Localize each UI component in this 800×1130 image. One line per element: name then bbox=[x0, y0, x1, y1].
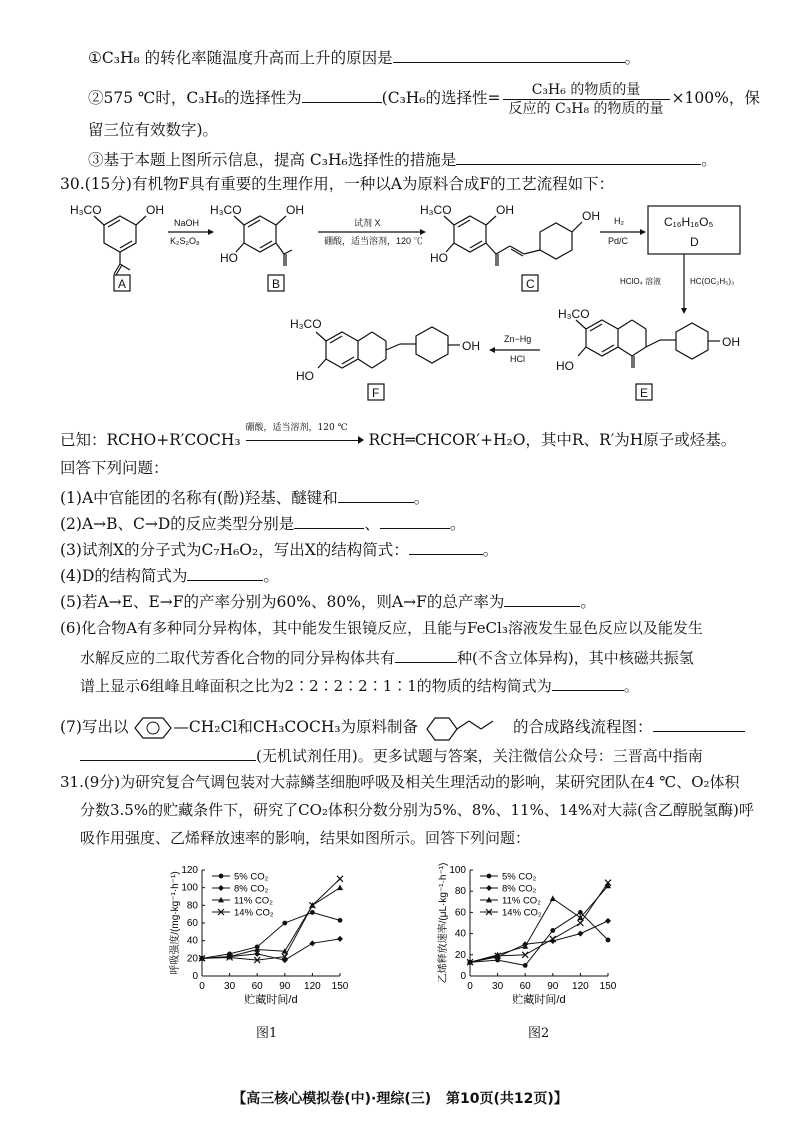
q29-line-4 bbox=[88, 148, 717, 170]
selectivity-fraction bbox=[503, 81, 670, 118]
answer-blank[interactable] bbox=[552, 674, 624, 691]
q30-sub1-text: (1)A中官能团的名称有(酚)羟基、醚键和 bbox=[60, 489, 338, 507]
q31-line-1 bbox=[60, 772, 740, 792]
y-tick-label: 80 bbox=[454, 886, 466, 898]
data-point bbox=[577, 931, 583, 937]
answer-blank[interactable] bbox=[393, 46, 625, 63]
q30-sub7-b bbox=[80, 744, 703, 766]
y-tick-label: 0 bbox=[192, 971, 198, 982]
known-arrow-condition: 硼酸，适当溶剂，120 ℃ bbox=[245, 423, 348, 433]
y-tick-label: 20 bbox=[186, 953, 198, 965]
answer-blank[interactable] bbox=[456, 148, 701, 165]
f-methoxy: H₃CO bbox=[290, 317, 322, 331]
a-methoxy: H₃CO bbox=[70, 203, 102, 217]
b-methoxy: H₃CO bbox=[210, 203, 242, 217]
known-products: RCH═CHCOR′+H₂O，其中R、R′为H原子或烃基。 bbox=[368, 431, 737, 449]
c-hydroxy-1: OH bbox=[496, 203, 514, 217]
e-hydroxy-2: OH bbox=[722, 335, 740, 349]
legend-label: 5% CO₂ bbox=[502, 871, 537, 883]
answer-blank[interactable] bbox=[187, 564, 263, 581]
label-e: E bbox=[640, 386, 649, 400]
legend-label: 11% CO₂ bbox=[502, 895, 541, 907]
f-hydroxy-1: HO bbox=[296, 369, 314, 383]
q30-sub7-a bbox=[60, 712, 745, 742]
chart-respiration bbox=[168, 862, 388, 1012]
step1-reagent-bottom: K₂S₂O₈ bbox=[170, 236, 200, 246]
x-tick-label: 60 bbox=[519, 981, 531, 992]
known-arrow-head bbox=[358, 436, 364, 444]
x-tick-label: 0 bbox=[199, 981, 205, 992]
c-hydroxy-3: OH bbox=[582, 209, 600, 223]
butylbenzene-structure bbox=[423, 713, 513, 743]
step1-reagent-top: NaOH bbox=[174, 218, 200, 228]
label-c: C bbox=[526, 277, 535, 291]
answer-blank[interactable] bbox=[80, 744, 256, 761]
x-tick-label: 120 bbox=[572, 981, 589, 992]
y-axis-label: 乙烯释放速率/(μL·kg⁻¹·h⁻¹) bbox=[438, 862, 449, 984]
answer-blank[interactable] bbox=[409, 538, 483, 555]
x-tick-label: 60 bbox=[251, 981, 263, 992]
q30-sub3-text: (3)试剂X的分子式为C₇H₆O₂，写出X的结构简式： bbox=[60, 541, 409, 559]
step4-reagent-right: HC(OC₂H₅)₃ bbox=[690, 277, 735, 286]
benzene-ring-f1 bbox=[326, 332, 358, 368]
q30-sub1 bbox=[60, 486, 429, 508]
data-point bbox=[523, 963, 528, 968]
q30-sub2 bbox=[60, 512, 465, 534]
legend-marker bbox=[486, 885, 492, 891]
y-tick-label: 40 bbox=[186, 935, 198, 947]
q30-sub3-end: 。 bbox=[482, 541, 499, 559]
legend-label: 8% CO₂ bbox=[234, 883, 269, 895]
answer-blank[interactable] bbox=[653, 715, 745, 732]
q30-sub4-end: 。 bbox=[263, 567, 279, 585]
q29-text-4: ③基于本题上图所示信息，提高 C₃H₆选择性的措施是 bbox=[88, 151, 457, 169]
q29-text-1: ①C₃H₈ 的转化率随温度升高而上升的原因是 bbox=[88, 49, 393, 67]
q30-sub6-text-b: 水解反应的二取代芳香化合物的同分异构体共有 bbox=[80, 649, 396, 667]
c-methoxy: H₃CO bbox=[420, 203, 452, 217]
x-tick-label: 120 bbox=[304, 981, 321, 992]
q30-sub4-text: (4)D的结构简式为 bbox=[60, 567, 188, 585]
answer-intro bbox=[60, 458, 169, 478]
benzene-ring-e2 bbox=[676, 323, 708, 359]
q29-line-1 bbox=[88, 46, 640, 68]
q30-sub7-text-d: (无机试剂任用)。更多试题与答案，关注微信公众号：三晋高中指南 bbox=[256, 747, 703, 765]
q30-sub6-a bbox=[60, 618, 703, 638]
q31-text-2: 分数3.5%的贮藏条件下，研究了CO₂体积分数分别为5%、8%、11%、14%对大蒜(含乙醇脱氢酶)呼 bbox=[80, 801, 754, 819]
chart-ethylene bbox=[436, 862, 656, 1012]
b-hydroxy-1: OH bbox=[286, 203, 304, 217]
step5-reagent-top: Zn−Hg bbox=[504, 334, 532, 344]
series-line bbox=[470, 921, 608, 962]
legend-label: 11% CO₂ bbox=[234, 895, 273, 907]
step5-reagent-bottom: HCl bbox=[510, 354, 525, 364]
y-tick-label: 60 bbox=[454, 907, 466, 919]
answer-blank[interactable] bbox=[302, 86, 382, 103]
data-point bbox=[578, 910, 583, 915]
legend-marker bbox=[219, 874, 224, 879]
c-hydroxy-2: HO bbox=[430, 251, 448, 265]
q30-intro-text: 30.(15分)有机物F具有重要的生理作用，一种以A为原料合成F的工艺流程如下： bbox=[60, 175, 615, 193]
x-axis-label: 贮藏时间/d bbox=[244, 994, 298, 1006]
legend-label: 14% CO₂ bbox=[502, 907, 542, 919]
q29-text-3: 留三位有效数字)。 bbox=[88, 121, 219, 139]
q30-sub6-text-a: (6)化合物A有多种同分异构体，其中能发生银镜反应，且能与FeCl₃溶液发生显色反应以及能发生 bbox=[60, 619, 703, 637]
x-tick-label: 150 bbox=[599, 981, 617, 992]
legend-entry bbox=[480, 896, 541, 907]
q30-sub2-mid: 、 bbox=[364, 515, 380, 533]
x-tick-label: 30 bbox=[224, 981, 236, 992]
legend-marker bbox=[218, 885, 224, 891]
data-point bbox=[605, 918, 611, 924]
label-a: A bbox=[118, 277, 127, 291]
step3-reagent-bottom: Pd/C bbox=[608, 236, 629, 246]
q30-sub6-end-c: 。 bbox=[623, 677, 639, 695]
legend-entry bbox=[212, 884, 269, 895]
footer-title: 【高三核心模拟卷(中)·理综(三) bbox=[232, 1091, 432, 1107]
legend-entry bbox=[480, 872, 537, 883]
y-tick-label: 80 bbox=[186, 900, 198, 912]
known-arrow bbox=[245, 423, 364, 450]
benzene-ring-b bbox=[244, 216, 276, 252]
y-tick-label: 100 bbox=[181, 882, 198, 894]
q30-sub7-text-b: —CH₂Cl和CH₃COCH₃为原料制备 bbox=[173, 718, 419, 736]
answer-blank[interactable] bbox=[380, 512, 450, 529]
step2-reagent-top: 试剂 X bbox=[354, 218, 381, 228]
benzene-ring-c1 bbox=[454, 216, 486, 252]
answer-blank[interactable] bbox=[294, 512, 364, 529]
y-tick-label: 120 bbox=[181, 865, 198, 876]
q29-line-3 bbox=[88, 120, 218, 140]
q29-end-4: 。 bbox=[701, 151, 717, 169]
x-axis-label: 贮藏时间/d bbox=[512, 994, 566, 1006]
e-methoxy: H₃CO bbox=[558, 307, 590, 321]
y-tick-label: 40 bbox=[454, 928, 466, 940]
q30-sub1-end: 。 bbox=[413, 489, 430, 507]
legend-entry bbox=[212, 908, 274, 919]
known-arrow-line bbox=[246, 440, 360, 441]
x-tick-label: 90 bbox=[279, 981, 291, 992]
q30-sub5-end: 。 bbox=[580, 593, 596, 611]
label-b: B bbox=[272, 277, 281, 291]
series-1 bbox=[468, 907, 611, 968]
legend-marker bbox=[487, 874, 492, 879]
q30-sub7-text-c: 的合成路线流程图： bbox=[513, 718, 653, 736]
figure-2-caption: 图2 bbox=[528, 1026, 550, 1041]
q30-sub3 bbox=[60, 538, 498, 560]
q30-sub6-end-b: 种(不含立体异构)，其中核磁共振氢 bbox=[457, 649, 694, 667]
step4-reagent-left: HClO₄ 溶液 bbox=[620, 277, 662, 286]
q29-text-2a: ②575 ℃时，C₃H₆的选择性为 bbox=[88, 89, 302, 107]
known-reaction bbox=[60, 423, 737, 450]
answer-intro-text: 回答下列问题： bbox=[60, 459, 169, 477]
b-hydroxy-2: HO bbox=[220, 251, 238, 265]
benzene-ring-f2 bbox=[416, 327, 448, 363]
q31-line-3 bbox=[80, 828, 530, 848]
figure-1-caption: 图1 bbox=[256, 1026, 278, 1041]
y-tick-label: 0 bbox=[460, 971, 466, 982]
data-point bbox=[337, 884, 343, 890]
q29-text-2b: (C₃H₆的选择性= bbox=[381, 89, 501, 107]
step2-reagent-bottom: 硼酸，适当溶剂，120 ℃ bbox=[324, 236, 423, 246]
data-point bbox=[550, 928, 555, 933]
answer-blank[interactable] bbox=[395, 646, 457, 663]
y-axis-label: 呼吸强度/(mg·kg⁻¹·h⁻¹) bbox=[170, 871, 181, 975]
label-f: F bbox=[372, 386, 380, 400]
data-point bbox=[550, 895, 556, 901]
q30-sub2-end: 。 bbox=[449, 515, 466, 533]
y-tick-label: 100 bbox=[449, 865, 466, 876]
data-point bbox=[577, 920, 583, 926]
x-tick-label: 90 bbox=[547, 981, 559, 992]
data-point bbox=[338, 918, 343, 923]
a-hydroxy: OH bbox=[146, 203, 164, 217]
synthesis-scheme bbox=[70, 192, 760, 414]
benzene-ring-e1 bbox=[586, 320, 618, 356]
q30-intro bbox=[60, 174, 614, 194]
legend-label: 5% CO₂ bbox=[234, 871, 269, 883]
legend-entry bbox=[212, 872, 269, 883]
benzene-ring-c2 bbox=[540, 223, 572, 259]
legend-label: 14% CO₂ bbox=[234, 907, 274, 919]
d-formula: C₁₆H₁₆O₅ bbox=[664, 215, 714, 229]
page-footer bbox=[0, 1088, 800, 1108]
footer-page-number: 第10页(共12页)】 bbox=[446, 1091, 568, 1107]
q31-line-2 bbox=[80, 800, 754, 820]
f-hydroxy-2: OH bbox=[462, 339, 480, 353]
x-tick-label: 0 bbox=[467, 981, 473, 992]
label-d: D bbox=[690, 235, 699, 249]
data-point bbox=[606, 938, 611, 943]
y-tick-label: 60 bbox=[186, 918, 198, 929]
q31-text-3: 吸作用强度、乙烯释放速率的影响，结果如图所示。回答下列问题： bbox=[80, 829, 531, 847]
y-tick-label: 20 bbox=[454, 949, 466, 961]
benzene-ring-a bbox=[104, 216, 136, 252]
q30-sub6-text-c: 谱上显示6组峰且峰面积之比为2∶2∶2∶2∶1∶1的物质的结构简式为 bbox=[80, 677, 552, 695]
legend-entry bbox=[480, 908, 542, 919]
legend-entry bbox=[480, 884, 537, 895]
x-tick-label: 150 bbox=[331, 981, 349, 992]
step3-reagent-top: H₂ bbox=[614, 216, 624, 226]
legend-label: 8% CO₂ bbox=[502, 883, 537, 895]
series-line bbox=[202, 912, 340, 958]
q30-sub6-c bbox=[80, 674, 639, 696]
answer-blank[interactable] bbox=[338, 486, 414, 503]
fraction-denominator: 反应的 C₃H₈ 的物质的量 bbox=[508, 100, 664, 117]
q30-sub7-text-a: (7)写出以 bbox=[60, 718, 129, 736]
data-point bbox=[282, 921, 287, 926]
series-line bbox=[202, 879, 340, 960]
benzene-ring-icon bbox=[133, 715, 173, 741]
data-point bbox=[310, 910, 315, 915]
q31-text-1: 31.(9分)为研究复合气调包装对大蒜鳞茎细胞呼吸及相关生理活动的影响，某研究团队在4 ℃、O₂体积 bbox=[60, 773, 740, 791]
series-2 bbox=[199, 936, 343, 963]
x-tick-label: 30 bbox=[492, 981, 504, 992]
q29-line-2 bbox=[88, 80, 760, 116]
e-hydroxy-1: HO bbox=[556, 359, 574, 373]
fraction-numerator: C₃H₆ 的物质的量 bbox=[503, 81, 670, 100]
known-reactants: 已知：RCHO+R′COCH₃ bbox=[60, 431, 241, 449]
q30-sub6-b bbox=[80, 646, 694, 668]
legend-entry bbox=[212, 896, 273, 907]
q29-text-2c: ×100%，保 bbox=[671, 89, 760, 107]
q30-sub5-text: (5)若A→E、E→F的产率分别为60%、80%，则A→F的总产率为 bbox=[60, 593, 505, 611]
q30-sub5 bbox=[60, 590, 596, 612]
data-point bbox=[337, 876, 343, 882]
answer-blank[interactable] bbox=[504, 590, 580, 607]
q30-sub2-text: (2)A→B、C→D的反应类型分别是 bbox=[60, 515, 295, 533]
data-point bbox=[309, 940, 315, 946]
q30-sub4 bbox=[60, 564, 279, 586]
q29-end-1: 。 bbox=[624, 49, 641, 67]
data-point bbox=[337, 936, 343, 942]
